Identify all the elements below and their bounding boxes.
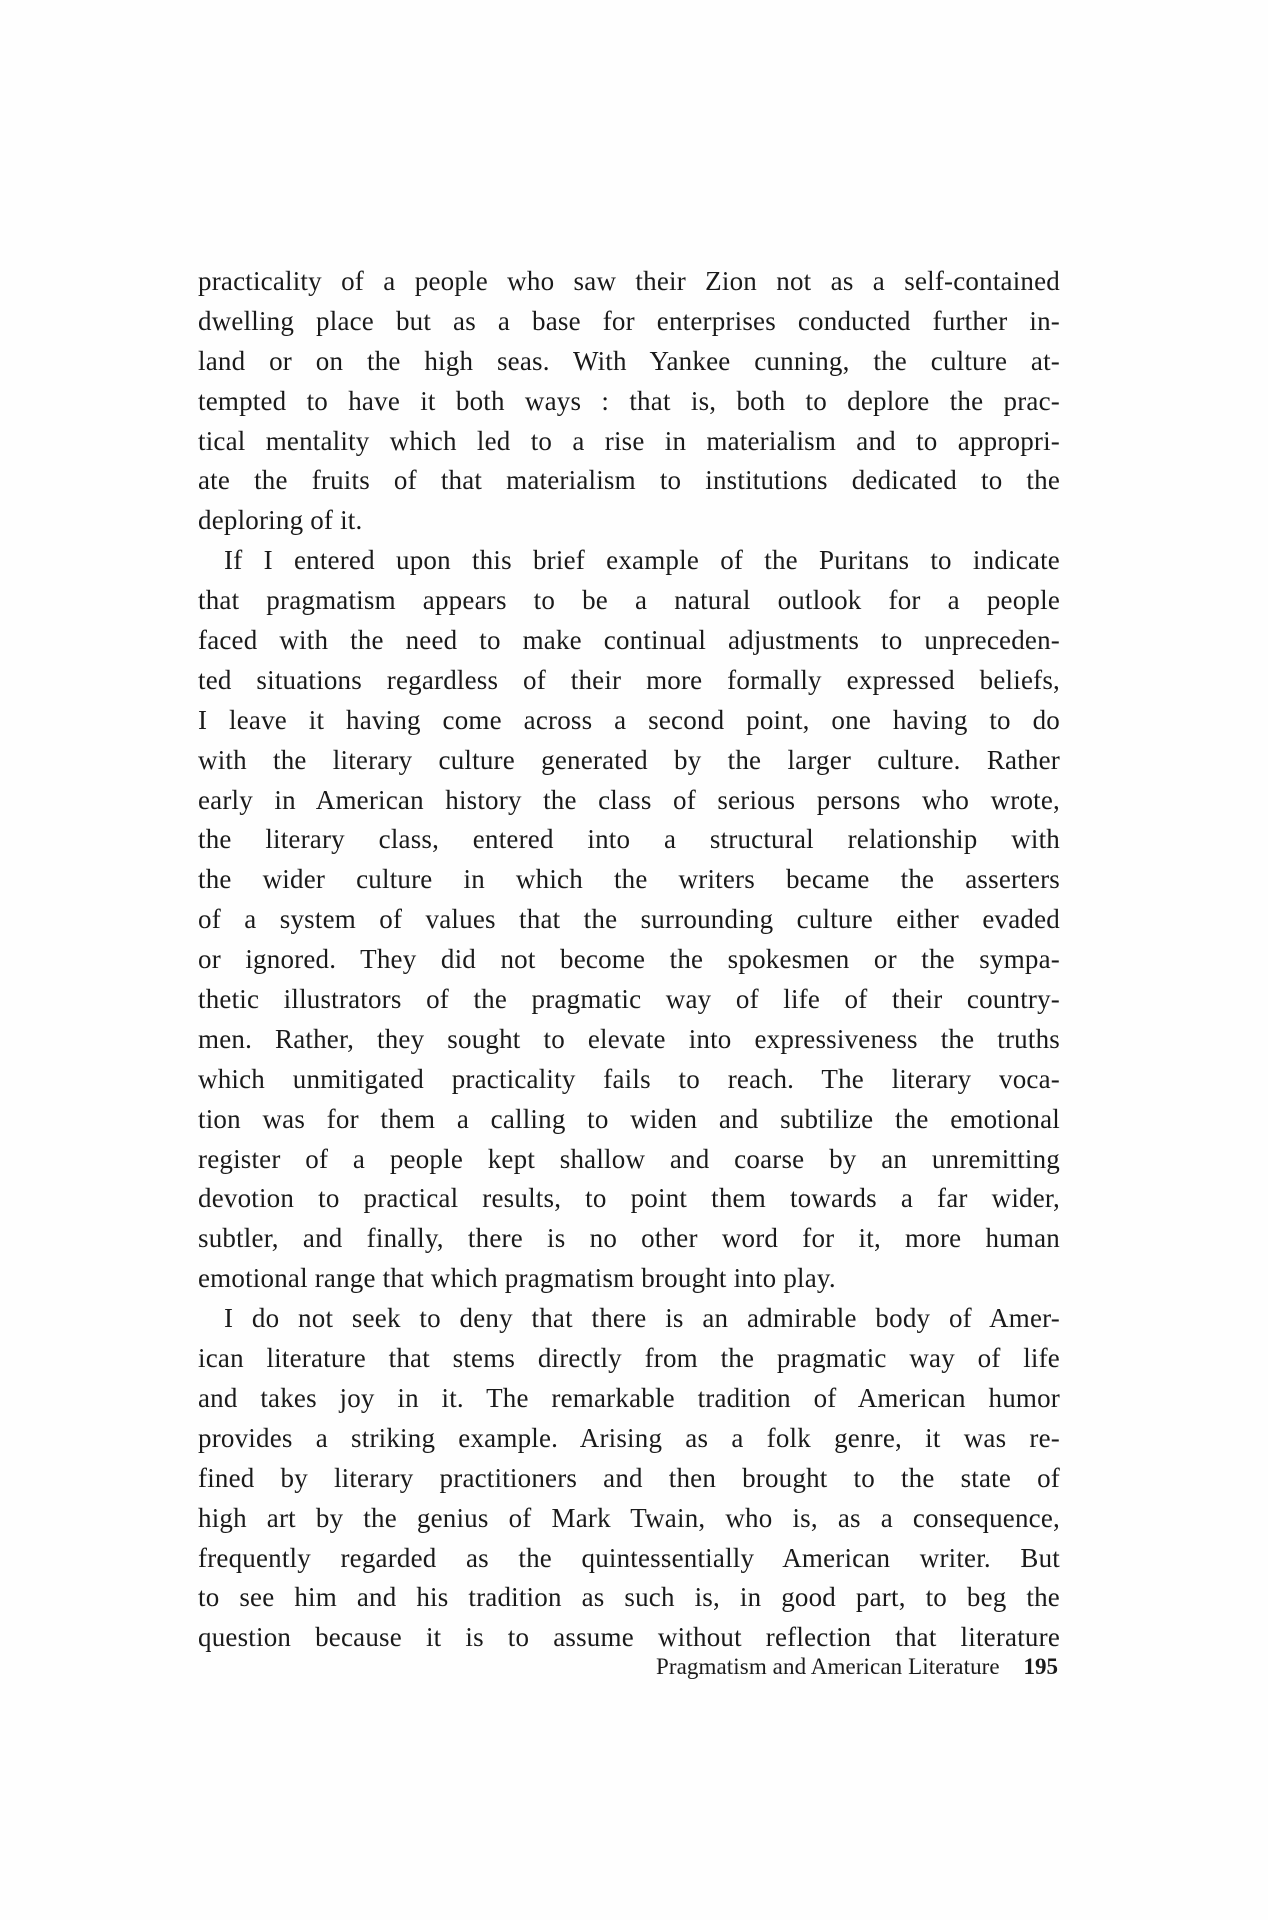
text-line: subtler, and finally, there is no other word for it, more human: [198, 1223, 1060, 1254]
page-footer: [600, 1654, 1058, 1680]
page-number: 195: [1023, 1654, 1058, 1679]
text-line: early in American history the class of serious persons who wrote,: [198, 784, 1060, 815]
text-line: the wider culture in which the writers became the asserters: [198, 864, 1060, 895]
text-line: high art by the genius of Mark Twain, who is, as a consequence,: [198, 1502, 1060, 1533]
text-line: to see him and his tradition as such is, in good part, to beg the: [198, 1582, 1060, 1613]
text-line: I do not seek to deny that there is an admirable body of Amer-: [224, 1303, 1060, 1334]
text-line: of a system of values that the surrounding culture either evaded: [198, 904, 1060, 935]
text-line: fined by literary practitioners and then brought to the state of: [198, 1462, 1060, 1493]
text-line: devotion to practical results, to point them towards a far wider,: [198, 1183, 1060, 1214]
text-line: frequently regarded as the quintessentially American writer. But: [198, 1542, 1060, 1573]
text-line: thetic illustrators of the pragmatic way of life of their country-: [198, 984, 1060, 1015]
text-line: the literary class, entered into a structural relationship with: [198, 824, 1060, 855]
text-line: tion was for them a calling to widen and subtilize the emotional: [198, 1103, 1060, 1134]
text-line: that pragmatism appears to be a natural outlook for a people: [198, 585, 1060, 616]
text-line: deploring of it.: [198, 505, 363, 536]
paragraph: [198, 1299, 1060, 1658]
text-line: which unmitigated practicality fails to reach. The literary voca-: [198, 1063, 1060, 1094]
text-line: faced with the need to make continual adjustments to unpreceden-: [198, 625, 1060, 656]
paragraph: [198, 262, 1060, 541]
text-line: ted situations regardless of their more formally expressed beliefs,: [198, 664, 1060, 695]
paragraph: [198, 541, 1060, 1299]
text-line: ate the fruits of that materialism to institutions dedicated to the: [198, 465, 1060, 496]
text-line: tical mentality which led to a rise in materialism and to appropri-: [198, 425, 1060, 456]
text-line: If I entered upon this brief example of the Puritans to indicate: [224, 545, 1060, 576]
text-line: I leave it having come across a second point, one having to do: [198, 704, 1060, 735]
text-line: ican literature that stems directly from the pragmatic way of life: [198, 1343, 1060, 1374]
text-line: land or on the high seas. With Yankee cunning, the culture at-: [198, 345, 1060, 376]
running-title: Pragmatism and American Literature: [655, 1654, 1000, 1679]
text-line: tempted to have it both ways : that is, both to deplore the prac-: [198, 385, 1060, 416]
text-line: with the literary culture generated by the larger culture. Rather: [198, 744, 1060, 775]
text-line: and takes joy in it. The remarkable tradition of American humor: [198, 1382, 1060, 1413]
text-line: men. Rather, they sought to elevate into expressiveness the truths: [198, 1023, 1060, 1054]
text-line: practicality of a people who saw their Zion not as a self-contained: [198, 266, 1060, 296]
text-line: emotional range that which pragmatism brought into play.: [198, 1263, 836, 1294]
text-line: register of a people kept shallow and coarse by an unremitting: [198, 1143, 1060, 1174]
body-text: [198, 262, 1060, 1658]
text-line: provides a striking example. Arising as a folk genre, it was re-: [198, 1422, 1060, 1453]
text-line: dwelling place but as a base for enterprises conducted further in-: [198, 305, 1060, 336]
text-line: question because it is to assume without reflection that literature: [198, 1622, 1060, 1653]
text-line: or ignored. They did not become the spokesmen or the sympa-: [198, 944, 1060, 975]
